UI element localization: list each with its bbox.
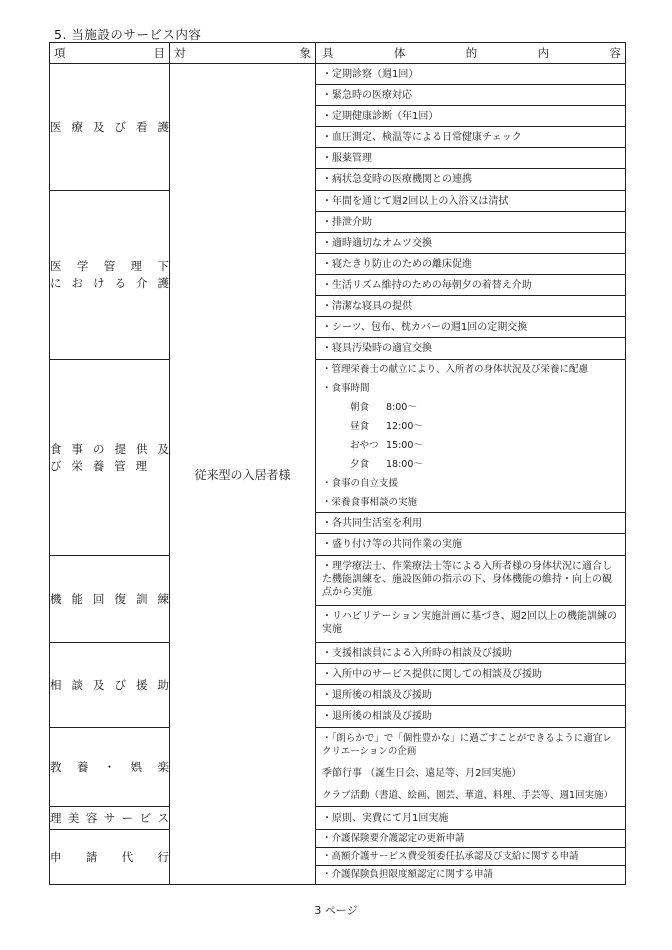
content-barber [316, 807, 626, 830]
list-item: クラブ活動（書道、絵画、園芸、華道、料理、手芸等、週1回実施） [322, 790, 614, 801]
list-item: ・病状急変時の医療機関との連携 [322, 174, 472, 185]
list-item: ・排泄介助 [316, 212, 625, 233]
list-item: ・食事時間 [322, 383, 370, 394]
list-item: ・緊急時の医療対応 [316, 85, 625, 106]
list-item: ・血圧測定、検温等による日常健康チェック [316, 127, 625, 148]
list-item: ・定期診察（週1回） [316, 64, 625, 85]
list-item: ・服薬管理 [316, 148, 625, 169]
shared-group [316, 513, 625, 555]
row-rehab [50, 556, 626, 643]
category-consultation: 相 談 及 び 援 助 [50, 643, 170, 728]
header-target: 対 象 [170, 43, 316, 64]
list-item: ・原則、実費にて月1回実施 [322, 812, 449, 824]
row-barber [50, 807, 626, 830]
category-application: 申 請 代 行 [50, 830, 170, 885]
list-item: ・適時適切なオムツ交換 [316, 233, 625, 254]
meal-time-row: 夕食 18:00～ [350, 459, 423, 470]
meal-time-row: 朝食 8:00～ [350, 402, 417, 413]
list-item: ・入所中のサービス提供に関しての相談及び援助 [316, 664, 625, 685]
content-rehab [316, 556, 626, 643]
list-item: ・「朗らかで」で「個性豊かな」に過ごすことができるように適宜レクリエーションの企画 [322, 733, 612, 757]
row-medical [50, 64, 626, 191]
content-care [316, 191, 626, 360]
list-item: ・栄養食事相談の実施 [322, 497, 418, 508]
list-item: ・介護保険負担限度額認定に関する申請 [322, 869, 494, 880]
row-culture [50, 728, 626, 807]
list-item: ・介護保険要介護認定の更新申請 [316, 830, 625, 848]
list-item: ・退所後の相談及び援助 [322, 711, 432, 722]
list-item: ・清潔な寝具の提供 [316, 296, 625, 317]
list-item: ・定期健康診断（年1回） [316, 106, 625, 127]
category-culture: 教 養 ・ 娯 楽 [50, 728, 170, 807]
target-cell: 従来型の入居者様 [170, 64, 316, 885]
list-item: ・盛り付け等の共同作業の実施 [322, 539, 462, 550]
list-item: ・生活リズム維持のための毎朝夕の着替え介助 [316, 275, 625, 296]
list-item: ・寝たきり防止のための離床促進 [316, 254, 625, 275]
content-culture [316, 728, 626, 807]
service-table [49, 42, 626, 885]
list-item: 季節行事 （誕生日会、遠足等、月2回実施） [322, 768, 522, 779]
page-title: 5. 当施設のサービス内容 [54, 27, 202, 42]
header-content: 具 体 的 内 容 [316, 43, 626, 64]
row-meal [50, 360, 626, 556]
list-item: ・シーツ、包布、枕カバーの週1回の定期交換 [316, 317, 625, 338]
category-meal: 食 事 の 提 供 及 び 栄 養 管 理 [50, 360, 170, 556]
content-application [316, 830, 626, 885]
page-number: 3 ページ [314, 904, 358, 917]
list-item: ・支援相談員による入所時の相談及び援助 [316, 643, 625, 664]
list-item: ・高額介護サービス費受領委任払承認及び支給に関する申請 [316, 848, 625, 866]
header-item: 項 目 [50, 43, 170, 64]
meal-group [316, 360, 625, 513]
list-item: ・食事の自立支援 [322, 478, 399, 489]
category-rehab: 機 能 回 復 訓 練 [50, 556, 170, 643]
content-medical [316, 64, 626, 191]
list-item: ・管理栄養士の献立により、入所者の身体状況及び栄養に配慮 [322, 364, 589, 375]
list-item: ・年間を通じて週2回以上の入浴又は清拭 [316, 191, 625, 212]
meal-time-row: 昼食 12:00～ [350, 421, 423, 432]
table-header-row [50, 43, 626, 64]
content-meal [316, 360, 626, 556]
list-item: ・退所後の相談及び援助 [316, 685, 625, 706]
list-item: ・寝具汚染時の適宜交換 [322, 343, 432, 354]
row-application [50, 830, 626, 885]
category-medical: 医 療 及 び 看 護 [50, 64, 170, 191]
list-item: ・各共同生活室を利用 [316, 513, 625, 534]
row-consultation [50, 643, 626, 728]
category-barber: 理 美 容 サ ー ビ ス [50, 807, 170, 830]
meal-time-row: おやつ 15:00～ [350, 440, 423, 451]
list-item: ・リハビリテーション実施計画に基づき、週2回以上の機能訓練の実施 [322, 611, 618, 635]
list-item: ・理学療法士、作業療法士等による入所者様の身体状況に適合した機能訓練を、施設医師の指示の下、身体機能の維持・向上の観点から実施 [316, 556, 625, 606]
row-care [50, 191, 626, 360]
category-care: 医 学 管 理 下 に お け る 介 護 [50, 191, 170, 360]
content-consultation [316, 643, 626, 728]
